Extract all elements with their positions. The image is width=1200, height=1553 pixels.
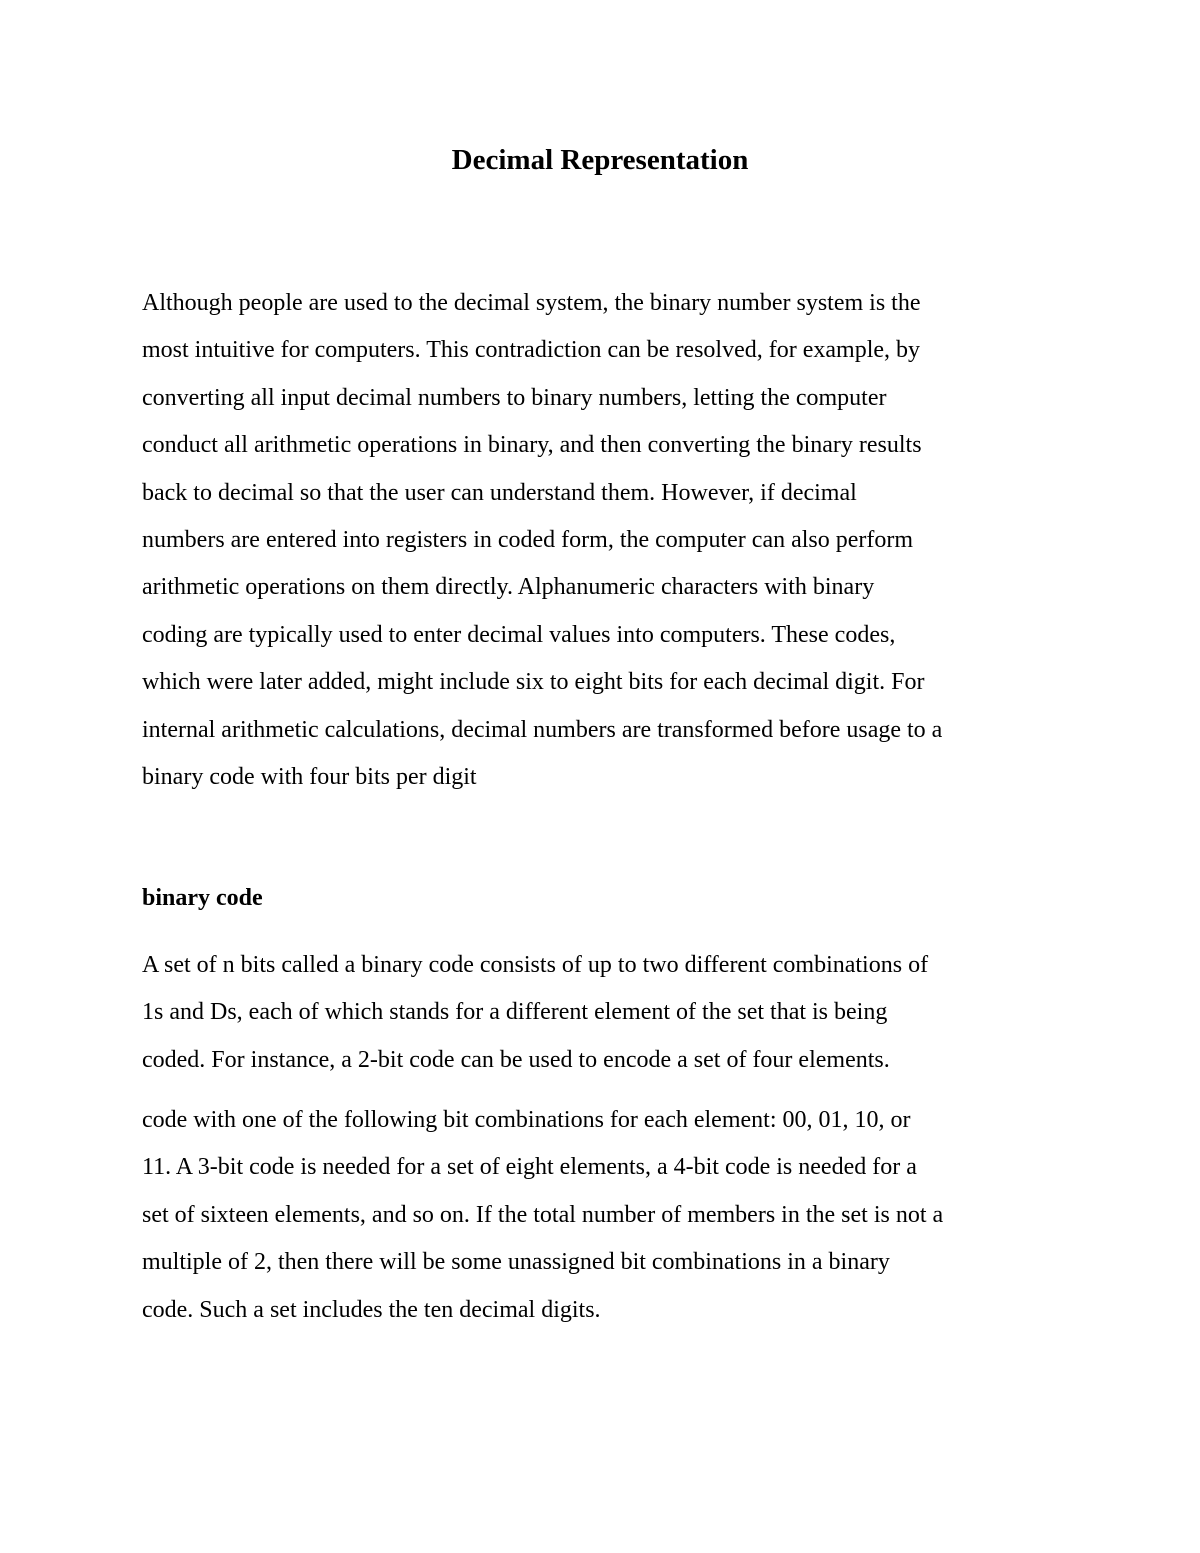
section-heading: binary code — [142, 885, 263, 911]
paragraph-line: back to decimal so that the user can understand them. However, if decimal — [142, 479, 857, 506]
paragraph-line: coding are typically used to enter decimal values into computers. These codes, — [142, 621, 896, 648]
intro-paragraph — [142, 280, 1072, 801]
paragraph-line: code with one of the following bit combinations for each element: 00, 01, 10, or — [142, 1107, 911, 1133]
paragraph-line: binary code with four bits per digit — [142, 764, 477, 791]
paragraph-line: set of sixteen elements, and so on. If the total number of members in the set is not a — [142, 1201, 944, 1228]
document-title: Decimal Representation — [451, 144, 749, 176]
paragraph-line: code. Such a set includes the ten decimal digits. — [142, 1296, 601, 1323]
paragraph-line: 1s and Ds, each of which stands for a different element of the set that is being — [142, 999, 888, 1026]
paragraph-line: conduct all arithmetic operations in binary, and then converting the binary results — [142, 432, 922, 459]
paragraph-line: most intuitive for computers. This contradiction can be resolved, for example, by — [142, 337, 921, 364]
paragraph-line: multiple of 2, then there will be some unassigned bit combinations in a binary — [142, 1249, 890, 1276]
paragraph-line: which were later added, might include six to eight bits for each decimal digit. For — [142, 669, 925, 696]
paragraph-line: 11. A 3-bit code is needed for a set of eight elements, a 4-bit code is needed for a — [142, 1154, 917, 1181]
paragraph-line: Although people are used to the decimal system, the binary number system is the — [142, 290, 921, 316]
paragraph-line: arithmetic operations on them directly. Alphanumeric characters with binary — [142, 574, 875, 601]
paragraph-line: A set of n bits called a binary code consists of up to two different combinations of — [142, 952, 929, 978]
paragraph-line: coded. For instance, a 2-bit code can be used to encode a set of four elements. — [142, 1046, 890, 1073]
paragraph-line: internal arithmetic calculations, decimal numbers are transformed before usage to a — [142, 716, 943, 743]
binary-code-paragraph — [142, 942, 1072, 1084]
paragraph-line: converting all input decimal numbers to binary numbers, letting the computer — [142, 384, 887, 411]
bit-combinations-paragraph — [142, 1097, 1072, 1334]
paragraph-line: numbers are entered into registers in coded form, the computer can also perform — [142, 527, 914, 554]
